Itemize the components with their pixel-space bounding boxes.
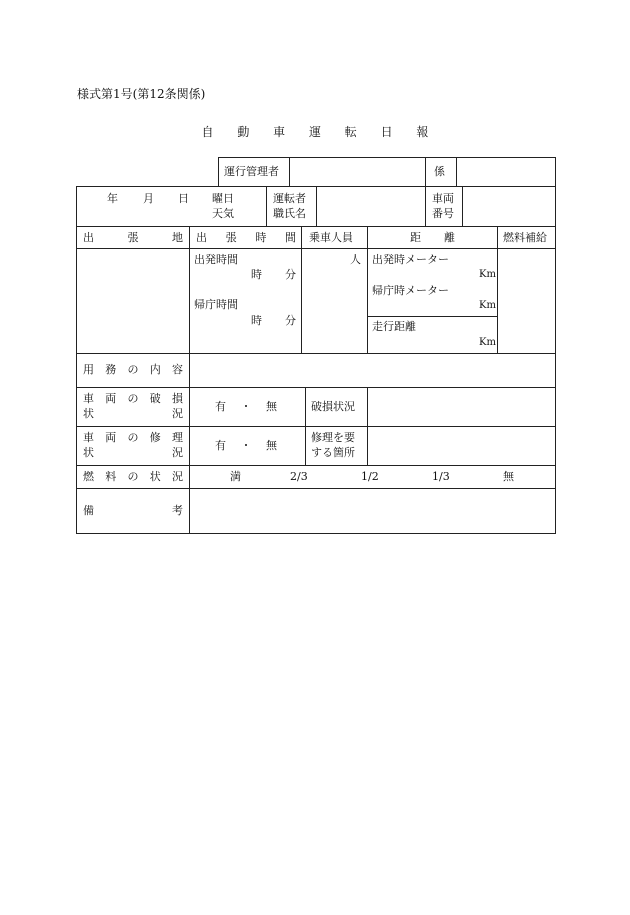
business-content-label: 用 務 の 内 容 [83, 363, 183, 376]
manager-label: 運行管理者 [224, 165, 279, 178]
year-label: 年 [107, 192, 118, 205]
remarks-field[interactable] [190, 489, 555, 533]
return-hour-label: 時 [251, 314, 262, 327]
person-unit-label: 人 [350, 253, 361, 266]
fuel-level-half[interactable]: 1/2 [361, 470, 379, 483]
damage-status-field[interactable] [368, 388, 555, 425]
weather-label: 天気 [212, 207, 234, 220]
divider [497, 226, 498, 353]
damage-yes-no[interactable]: 有 ・ 無 [215, 400, 277, 413]
month-label: 月 [143, 192, 154, 205]
vehicle-damage-label-2: 状 況 [83, 407, 183, 420]
fuel-level-one-third[interactable]: 1/3 [432, 470, 450, 483]
km-unit: Km [479, 337, 496, 348]
departure-meter-label: 出発時メーター [372, 253, 449, 266]
driver-label: 運転者 [273, 192, 306, 205]
vehicle-number-field[interactable] [463, 187, 555, 225]
row-line [76, 465, 556, 466]
vehicle-repair-label-2: 状 況 [83, 446, 183, 459]
km-unit: Km [479, 300, 496, 311]
clerk-stamp-field[interactable] [457, 158, 555, 186]
damage-status-label: 破損状況 [311, 400, 355, 413]
driver-name-field[interactable] [317, 187, 424, 225]
repair-place-label-2: する箇所 [311, 446, 355, 459]
return-minute-label: 分 [285, 314, 296, 327]
distance-traveled-label: 走行距離 [372, 320, 416, 333]
row-line [76, 226, 556, 227]
weekday-label: 曜日 [212, 192, 234, 205]
vehicle-number-label: 番号 [432, 207, 454, 220]
business-content-field[interactable] [190, 354, 555, 386]
day-label: 日 [178, 192, 189, 205]
return-meter-label: 帰庁時メーター [372, 284, 449, 297]
return-time-label: 帰庁時間 [194, 298, 238, 311]
trip-time-header: 出 張 時 間 [196, 231, 296, 244]
distance-sub-line [367, 316, 497, 317]
departure-time-label: 出発時間 [194, 253, 238, 266]
divider [305, 387, 306, 465]
fuel-level-empty[interactable]: 無 [503, 470, 514, 483]
fuel-status-label: 燃 料 の 状 況 [83, 470, 183, 483]
km-unit: Km [479, 269, 496, 280]
form-number-label: 様式第1号(第12条関係) [77, 87, 206, 101]
fuel-level-full[interactable]: 満 [230, 470, 241, 483]
repair-place-label: 修理を要 [311, 431, 355, 444]
vehicle-repair-label: 車 両 の 修 理 [83, 431, 183, 444]
departure-minute-label: 分 [285, 268, 296, 281]
manager-stamp-field[interactable] [290, 158, 424, 186]
divider [367, 226, 368, 353]
page-title: 自 動 車 運 転 日 報 [201, 125, 429, 139]
vehicle-damage-label: 車 両 の 破 損 [83, 392, 183, 405]
clerk-label: 係 [434, 165, 445, 178]
divider [425, 157, 426, 187]
fuel-level-two-thirds[interactable]: 2/3 [290, 470, 308, 483]
driver-title-label: 職氏名 [273, 207, 306, 220]
divider [266, 186, 267, 226]
divider [301, 226, 302, 353]
departure-hour-label: 時 [251, 268, 262, 281]
divider [425, 186, 426, 226]
repair-yes-no[interactable]: 有 ・ 無 [215, 439, 277, 452]
fuel-refill-header: 燃料補給 [503, 231, 547, 244]
destination-header: 出 張 地 [83, 231, 183, 244]
passengers-header: 乗車人員 [309, 231, 353, 244]
vehicle-label: 車両 [432, 192, 454, 205]
row-line [76, 248, 556, 249]
remarks-label: 備 考 [83, 504, 183, 517]
repair-place-field[interactable] [368, 427, 555, 464]
distance-header: 距 離 [410, 231, 455, 244]
